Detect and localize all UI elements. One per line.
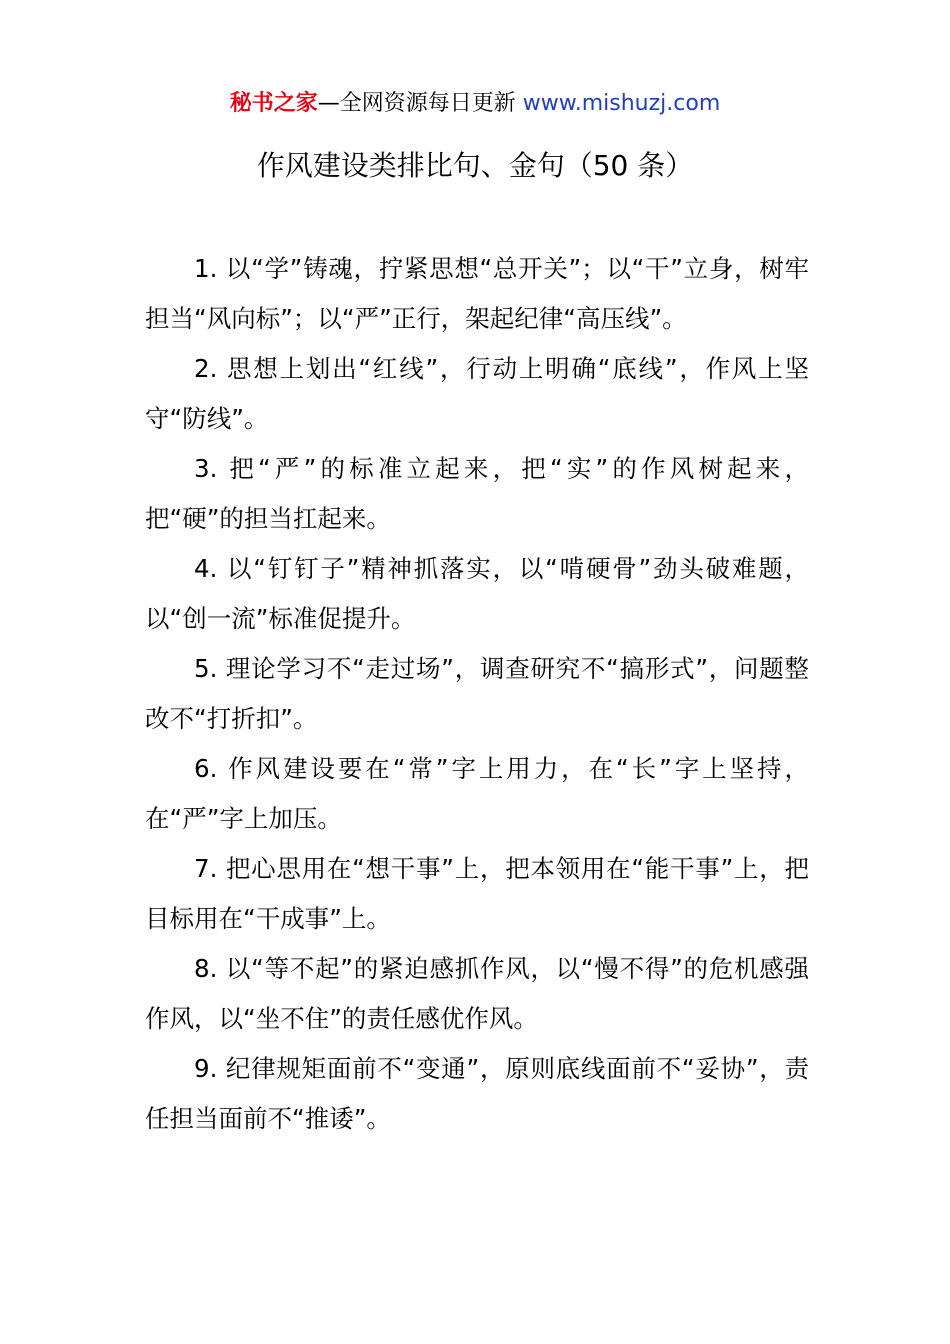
paragraph-5: 5. 理论学习不“走过场”，调查研究不“搞形式”，问题整改不“打折扣”。 — [145, 654, 809, 733]
header-tagline: —全网资源每日更新 — [317, 91, 523, 116]
document-body — [145, 244, 809, 1144]
brand-name: 秘书之家 — [229, 91, 318, 116]
paragraph-6: 6. 作风建设要在“常”字上用力，在“长”字上坚持，在“严”字上加压。 — [145, 754, 809, 833]
paragraph-9: 9. 纪律规矩面前不“变通”，原则底线面前不“妥协”，责任担当面前不“推诿”。 — [145, 1054, 809, 1133]
paragraph-3: 3. 把“严”的标准立起来，把“实”的作风树起来，把“硬”的担当扛起来。 — [145, 454, 809, 533]
paragraph-8: 8. 以“等不起”的紧迫感抓作风，以“慢不得”的危机感强作风，以“坐不住”的责任感优作风。 — [145, 954, 809, 1033]
paragraph-7: 7. 把心思用在“想干事”上，把本领用在“能干事”上，把目标用在“干成事”上。 — [145, 854, 809, 933]
paragraph-2: 2. 思想上划出“红线”，行动上明确“底线”，作风上坚守“防线”。 — [145, 354, 809, 433]
paragraph-1: 1. 以“学”铸魂，拧紧思想“总开关”；以“干”立身，树牢担当“风向标”；以“严”正行，架起纪律“高压线”。 — [145, 254, 809, 333]
paragraph-4: 4. 以“钉钉子”精神抓落实，以“啃硬骨”劲头破难题，以“创一流”标准促提升。 — [145, 554, 809, 633]
document-title: 作风建设类排比句、金句（50 条） — [256, 149, 694, 182]
site-url-link[interactable]: www.mishuzj.com — [522, 91, 721, 116]
site-header — [0, 88, 950, 120]
